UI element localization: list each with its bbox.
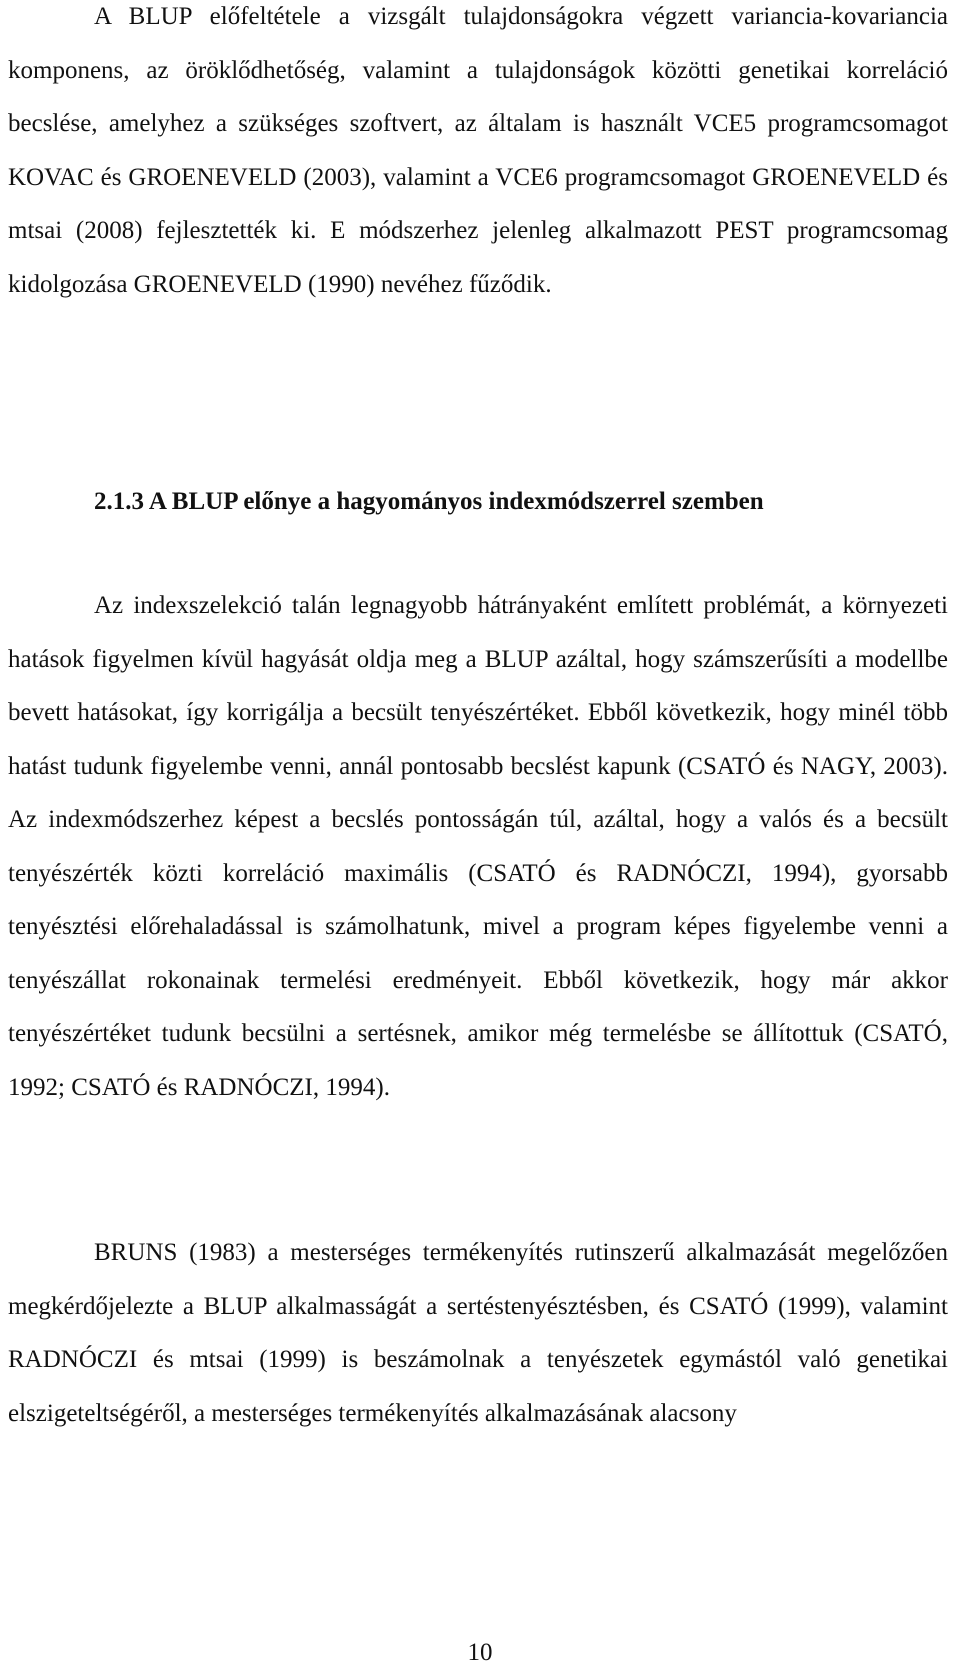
section-heading: 2.1.3 A BLUP előnye a hagyományos indexmódszerrel szemben xyxy=(94,488,764,515)
paragraph-bruns: BRUNS (1983) a mesterséges termékenyítés rutinszerű alkalmazását megelőzően megkérdőjelezte a BLUP alkalmasságát a sertéstenyésztésben, és CSATÓ (1999), valamint RADNÓCZI és mtsai (1999) is beszámolnak a tenyészetek egymástól való genetikai elszigeteltségéről, a mesterséges termékenyítés alkalmazásának alacsony xyxy=(8,1239,948,1427)
paragraph-intro: A BLUP előfeltétele a vizsgált tulajdonságokra végzett variancia-kovariancia komponens, az öröklődhetőség, valamint a tulajdonságok közötti genetikai korreláció becslése, amelyhez a szükséges szoftvert, az általam is használt VCE5 programcsomagot KOVAC és GROENEVELD (2003), valamint a VCE6 programcsomagot GROENEVELD és mtsai (2008) fejlesztették ki. E módszerhez jelenleg alkalmazott PEST programcsomag kidolgozása GROENEVELD (1990) nevéhez fűződik. xyxy=(8,3,948,298)
page-number: 10 xyxy=(467,1639,493,1666)
paragraph-blup-advantage: Az indexszelekció talán legnagyobb hátrányaként említett problémát, a környezeti hatások figyelmen kívül hagyását oldja meg a BLUP azáltal, hogy számszerűsíti a modellbe bevett hatásokat, így korrigálja a becsült tenyészértéket. Ebből következik, hogy minél több hatást tudunk figyelembe venni, annál pontosabb becslést kapunk (CSATÓ és NAGY, 2003). Az indexmódszerhez képest a becslés pontosságán túl, azáltal, hogy a valós és a becsült tenyészérték közti korreláció maximális (CSATÓ és RADNÓCZI, 1994), gyorsabb tenyésztési előrehaladással is számolhatunk, mivel a program képes figyelembe venni a tenyészállat rokonainak termelési eredményeit. Ebből következik, hogy már akkor tenyészértéket tudunk becsülni a sertésnek, amikor még termelésbe se állítottuk (CSATÓ, 1992; CSATÓ és RADNÓCZI, 1994). xyxy=(8,592,948,1101)
